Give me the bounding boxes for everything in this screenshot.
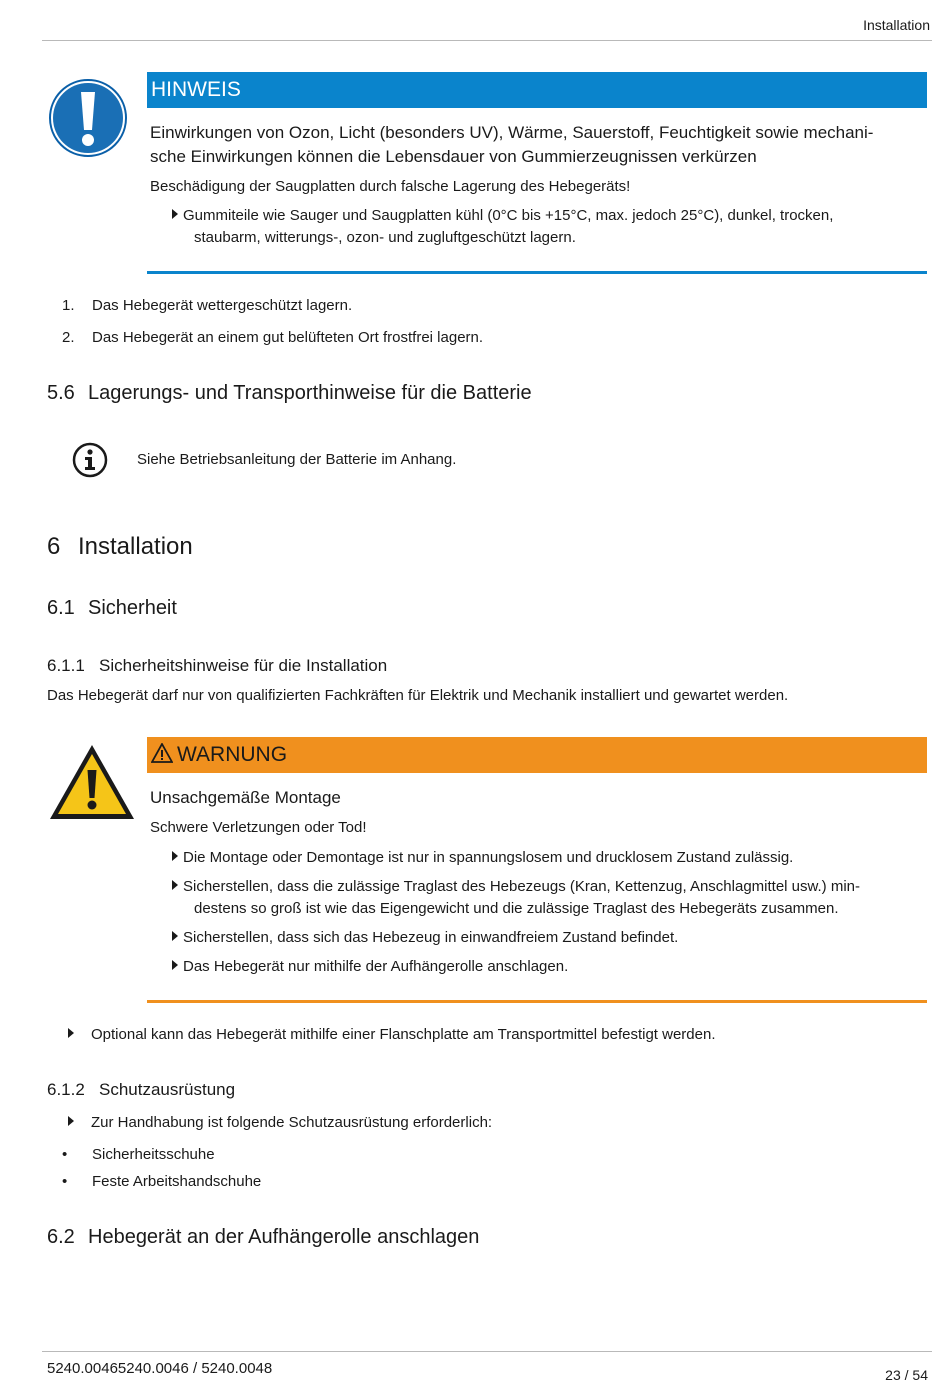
warning-label-bar <box>147 737 927 773</box>
triangle-bullet-icon <box>68 1116 74 1126</box>
header-divider <box>42 40 932 41</box>
chapter-heading <box>47 533 193 561</box>
hint-label: HINWEIS <box>151 78 241 101</box>
bullet-dot-icon: • <box>62 1173 68 1190</box>
subsection-number: 6.1.1 <box>47 656 85 675</box>
section-number: 6.2 <box>47 1226 75 1248</box>
section-heading <box>47 597 177 620</box>
hint-title-line2: sche Einwirkungen können die Lebensdauer von Gummierzeugnissen verkürzen <box>150 147 757 166</box>
warning-action-text-cont: destens so groß ist wie das Eigengewicht und die zulässige Traglast des Hebegeräts zusammen. <box>194 900 839 917</box>
subsection-heading <box>47 1080 235 1100</box>
hint-bottom-rule <box>147 271 927 274</box>
section-title: Sicherheit <box>88 597 177 619</box>
subsection-title: Schutzausrüstung <box>99 1080 236 1099</box>
subsection-heading <box>47 656 387 676</box>
small-warning-triangle-icon <box>151 739 173 775</box>
section-heading <box>47 382 532 405</box>
list-number: 1. <box>62 297 75 314</box>
warning-action <box>172 847 922 869</box>
protection-intro-text: Zur Handhabung ist folgende Schutzausrüstung erforderlich: <box>91 1114 493 1131</box>
exclamation-circle-icon <box>48 78 128 158</box>
section-title: Lagerungs- und Transporthinweise für die Batterie <box>88 382 532 404</box>
list-number: 2. <box>62 329 75 346</box>
warning-title: Unsachgemäße Montage <box>150 788 341 807</box>
hint-action-line2: staubarm, witterungs-, ozon- und zugluftgeschützt lagern. <box>194 229 576 246</box>
triangle-bullet-icon <box>68 1028 74 1038</box>
optional-note-text: Optional kann das Hebegerät mithilfe einer Flanschplatte am Transportmittel befestigt werden. <box>91 1026 716 1043</box>
warning-action-text: Sicherstellen, dass die zulässige Traglast des Hebezeugs (Kran, Kettenzug, Anschlagmittel usw.) min- <box>183 878 861 895</box>
triangle-bullet-icon <box>172 851 178 861</box>
list-item <box>62 1146 215 1163</box>
list-text: Feste Arbeitshandschuhe <box>92 1173 262 1190</box>
section-number: 6.1 <box>47 597 75 619</box>
list-item <box>62 297 352 314</box>
list-text: Das Hebegerät wettergeschützt lagern. <box>92 297 353 314</box>
warning-action-text: Sicherstellen, dass sich das Hebezeug in einwandfreiem Zustand befindet. <box>183 929 679 946</box>
subsection-body: Das Hebegerät darf nur von qualifizierten Fachkräften für Elektrik und Mechanik installiert und gewartet werden. <box>47 687 789 704</box>
triangle-bullet-icon <box>172 209 178 219</box>
subsection-title: Sicherheitshinweise für die Installation <box>99 656 388 675</box>
section-title: Hebegerät an der Aufhängerolle anschlagen <box>88 1226 480 1248</box>
subsection-number: 6.1.2 <box>47 1080 85 1099</box>
list-text: Sicherheitsschuhe <box>92 1146 215 1163</box>
triangle-bullet-icon <box>172 931 178 941</box>
warning-action-text: Das Hebegerät nur mithilfe der Aufhängerolle anschlagen. <box>183 958 569 975</box>
list-text: Das Hebegerät an einem gut belüfteten Ort frostfrei lagern. <box>92 329 484 346</box>
footer-divider <box>42 1351 932 1352</box>
info-icon <box>72 442 108 478</box>
section-heading <box>47 1226 479 1249</box>
warning-bottom-rule <box>147 1000 927 1003</box>
triangle-bullet-icon <box>172 880 178 890</box>
hint-action <box>172 205 922 249</box>
warning-action <box>172 927 922 949</box>
info-note-text: Siehe Betriebsanleitung der Batterie im Anhang. <box>137 451 457 468</box>
warning-action <box>172 876 922 920</box>
hint-consequence: Beschädigung der Saugplatten durch falsche Lagerung des Hebegeräts! <box>150 178 631 195</box>
hint-label-bar <box>147 72 927 108</box>
section-number: 5.6 <box>47 382 75 404</box>
chapter-number: 6 <box>47 533 61 560</box>
header-title: Installation <box>863 17 930 33</box>
triangle-bullet-icon <box>172 960 178 970</box>
warning-consequence: Schwere Verletzungen oder Tod! <box>150 819 367 836</box>
warning-label: WARNUNG <box>177 743 288 766</box>
list-item <box>62 329 483 346</box>
bullet-dot-icon: • <box>62 1146 68 1163</box>
list-item <box>62 1173 261 1190</box>
warning-action-text: Die Montage oder Demontage ist nur in spannungslosem und drucklosem Zustand zulässig. <box>183 849 794 866</box>
chapter-title: Installation <box>78 533 193 560</box>
hint-title-line1: Einwirkungen von Ozon, Licht (besonders UV), Wärme, Sauerstoff, Feuchtigkeit sowie mechani- <box>150 123 874 142</box>
hint-action-line1: Gummiteile wie Sauger und Saugplatten kühl (0°C bis +15°C, max. jedoch 25°C), dunkel, trocken, <box>183 207 834 224</box>
page-number: 23 / 54 <box>885 1367 928 1383</box>
footer-doc-numbers: 5240.00465240.0046 / 5240.0048 <box>47 1360 273 1377</box>
hint-title <box>150 121 920 169</box>
optional-note <box>68 1026 716 1043</box>
protection-intro <box>68 1114 492 1131</box>
warning-triangle-icon <box>48 742 136 822</box>
warning-action <box>172 956 922 978</box>
